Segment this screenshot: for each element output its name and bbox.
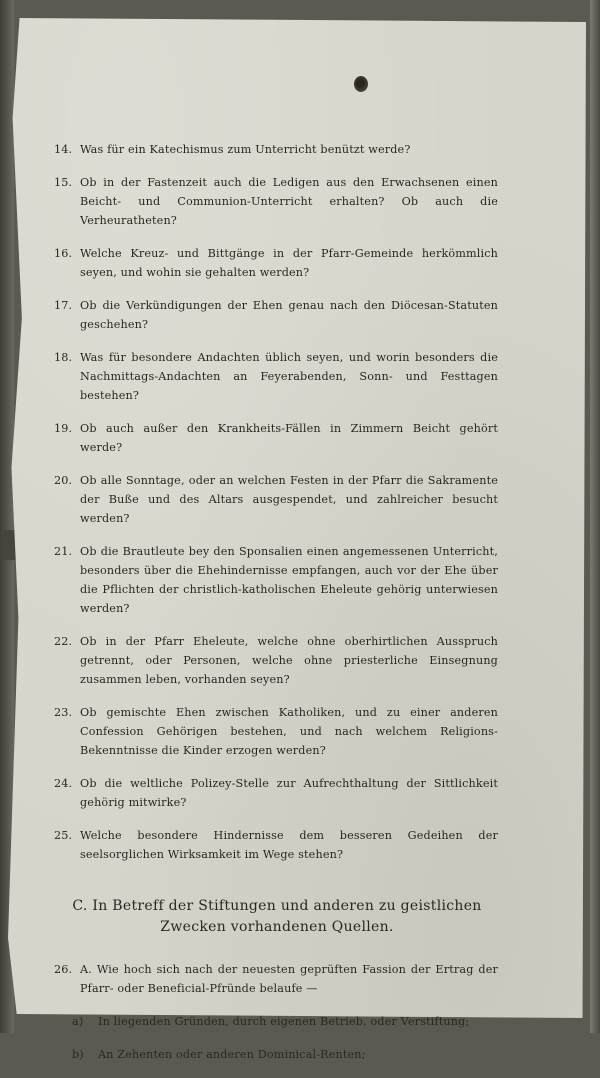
- question-item: [56, 419, 498, 457]
- sub-item-letter: b): [72, 1048, 84, 1061]
- question-number: 15.: [54, 176, 73, 189]
- question-text: Ob die weltliche Polizey-Stelle zur Aufrechthaltung der Sittlichkeit gehörig mitwirke?: [80, 777, 498, 809]
- question-item: [56, 173, 498, 230]
- sub-item: [56, 1012, 498, 1031]
- question-number: 16.: [54, 247, 73, 260]
- question-text: Ob in der Fastenzeit auch die Ledigen aus den Erwachsenen einen Beicht- und Communion-Unterricht erhalten? Ob auch die Verheuratheten?: [80, 176, 498, 227]
- question-item: [56, 703, 498, 760]
- section-heading: [56, 896, 498, 938]
- question-number: 18.: [54, 351, 73, 364]
- sub-item: [56, 1045, 498, 1064]
- question-text: Welche besondere Hindernisse dem besseren Gedeihen der seelsorglichen Wirksamkeit im Wege stehen?: [80, 829, 498, 861]
- question-item: [56, 140, 498, 159]
- question-number: 14.: [54, 143, 73, 156]
- question-text: Ob alle Sonntage, oder an welchen Festen in der Pfarr die Sakramente der Buße und des Altars ausgespendet, und zahlreicher besucht werden?: [80, 474, 498, 525]
- question-number: 20.: [54, 474, 73, 487]
- scan-edge-right: [590, 0, 600, 1033]
- binding-hole: [354, 76, 368, 92]
- question-text: Ob die Brautleute bey den Sponsalien einen angemessenen Unterricht, besonders über die Ehehindernisse empfangen, auch vor der Ehe über die Pflichten der christlich-katholischen Eheleute gehörig unterwiesen werden?: [80, 545, 498, 615]
- section-heading-line2: Zwecken vorhandenen Quellen.: [160, 919, 394, 935]
- question-item: [56, 774, 498, 812]
- sub-item-text: An Zehenten oder anderen Dominical-Renten;: [98, 1048, 366, 1061]
- question-text: Welche Kreuz- und Bittgänge in der Pfarr-Gemeinde herkömmlich seyen, und wohin sie gehalten werden?: [80, 247, 498, 279]
- question-number: 22.: [54, 635, 73, 648]
- question-number: 21.: [54, 545, 73, 558]
- sub-item-text: In liegenden Gründen, durch eigenen Betrieb, oder Verstiftung;: [98, 1015, 470, 1028]
- question-item: [56, 632, 498, 689]
- question-text: A. Wie hoch sich nach der neuesten geprüften Fassion der Ertrag der Pfarr- oder Beneficial-Pfründe belaufe —: [80, 963, 498, 995]
- sub-item-letter: a): [72, 1015, 84, 1028]
- question-item: [56, 348, 498, 405]
- question-number: 26.: [54, 963, 73, 976]
- question-item: [56, 471, 498, 528]
- question-item: [56, 296, 498, 334]
- question-text: Was für besondere Andachten üblich seyen, und worin besonders die Nachmittags-Andachten an Feyerabenden, Sonn- und Festtagen bestehen?: [80, 351, 498, 402]
- page-content: [56, 140, 498, 1078]
- question-item: [56, 960, 498, 998]
- question-text: Was für ein Katechismus zum Unterricht benützt werde?: [80, 143, 411, 156]
- question-number: 23.: [54, 706, 73, 719]
- question-text: Ob auch außer den Krankheits-Fällen in Zimmern Beicht gehört werde?: [80, 422, 498, 454]
- question-number: 17.: [54, 299, 73, 312]
- question-item: [56, 244, 498, 282]
- question-number: 25.: [54, 829, 73, 842]
- question-number: 19.: [54, 422, 73, 435]
- question-item: [56, 542, 498, 618]
- section-heading-line1: C. In Betreff der Stiftungen und anderen zu geistlichen: [72, 898, 482, 914]
- question-number: 24.: [54, 777, 73, 790]
- question-text: Ob gemischte Ehen zwischen Katholiken, und zu einer anderen Confession Gehörigen bestehen, und nach welchem Religions-Bekenntnisse die Kinder erzogen werden?: [80, 706, 498, 757]
- question-item: [56, 826, 498, 864]
- question-text: Ob die Verkündigungen der Ehen genau nach den Diöcesan-Statuten geschehen?: [80, 299, 498, 331]
- question-text: Ob in der Pfarr Eheleute, welche ohne oberhirtlichen Ausspruch getrennt, oder Personen, welche ohne priesterliche Einsegnung zusammen leben, vorhanden seyen?: [80, 635, 498, 686]
